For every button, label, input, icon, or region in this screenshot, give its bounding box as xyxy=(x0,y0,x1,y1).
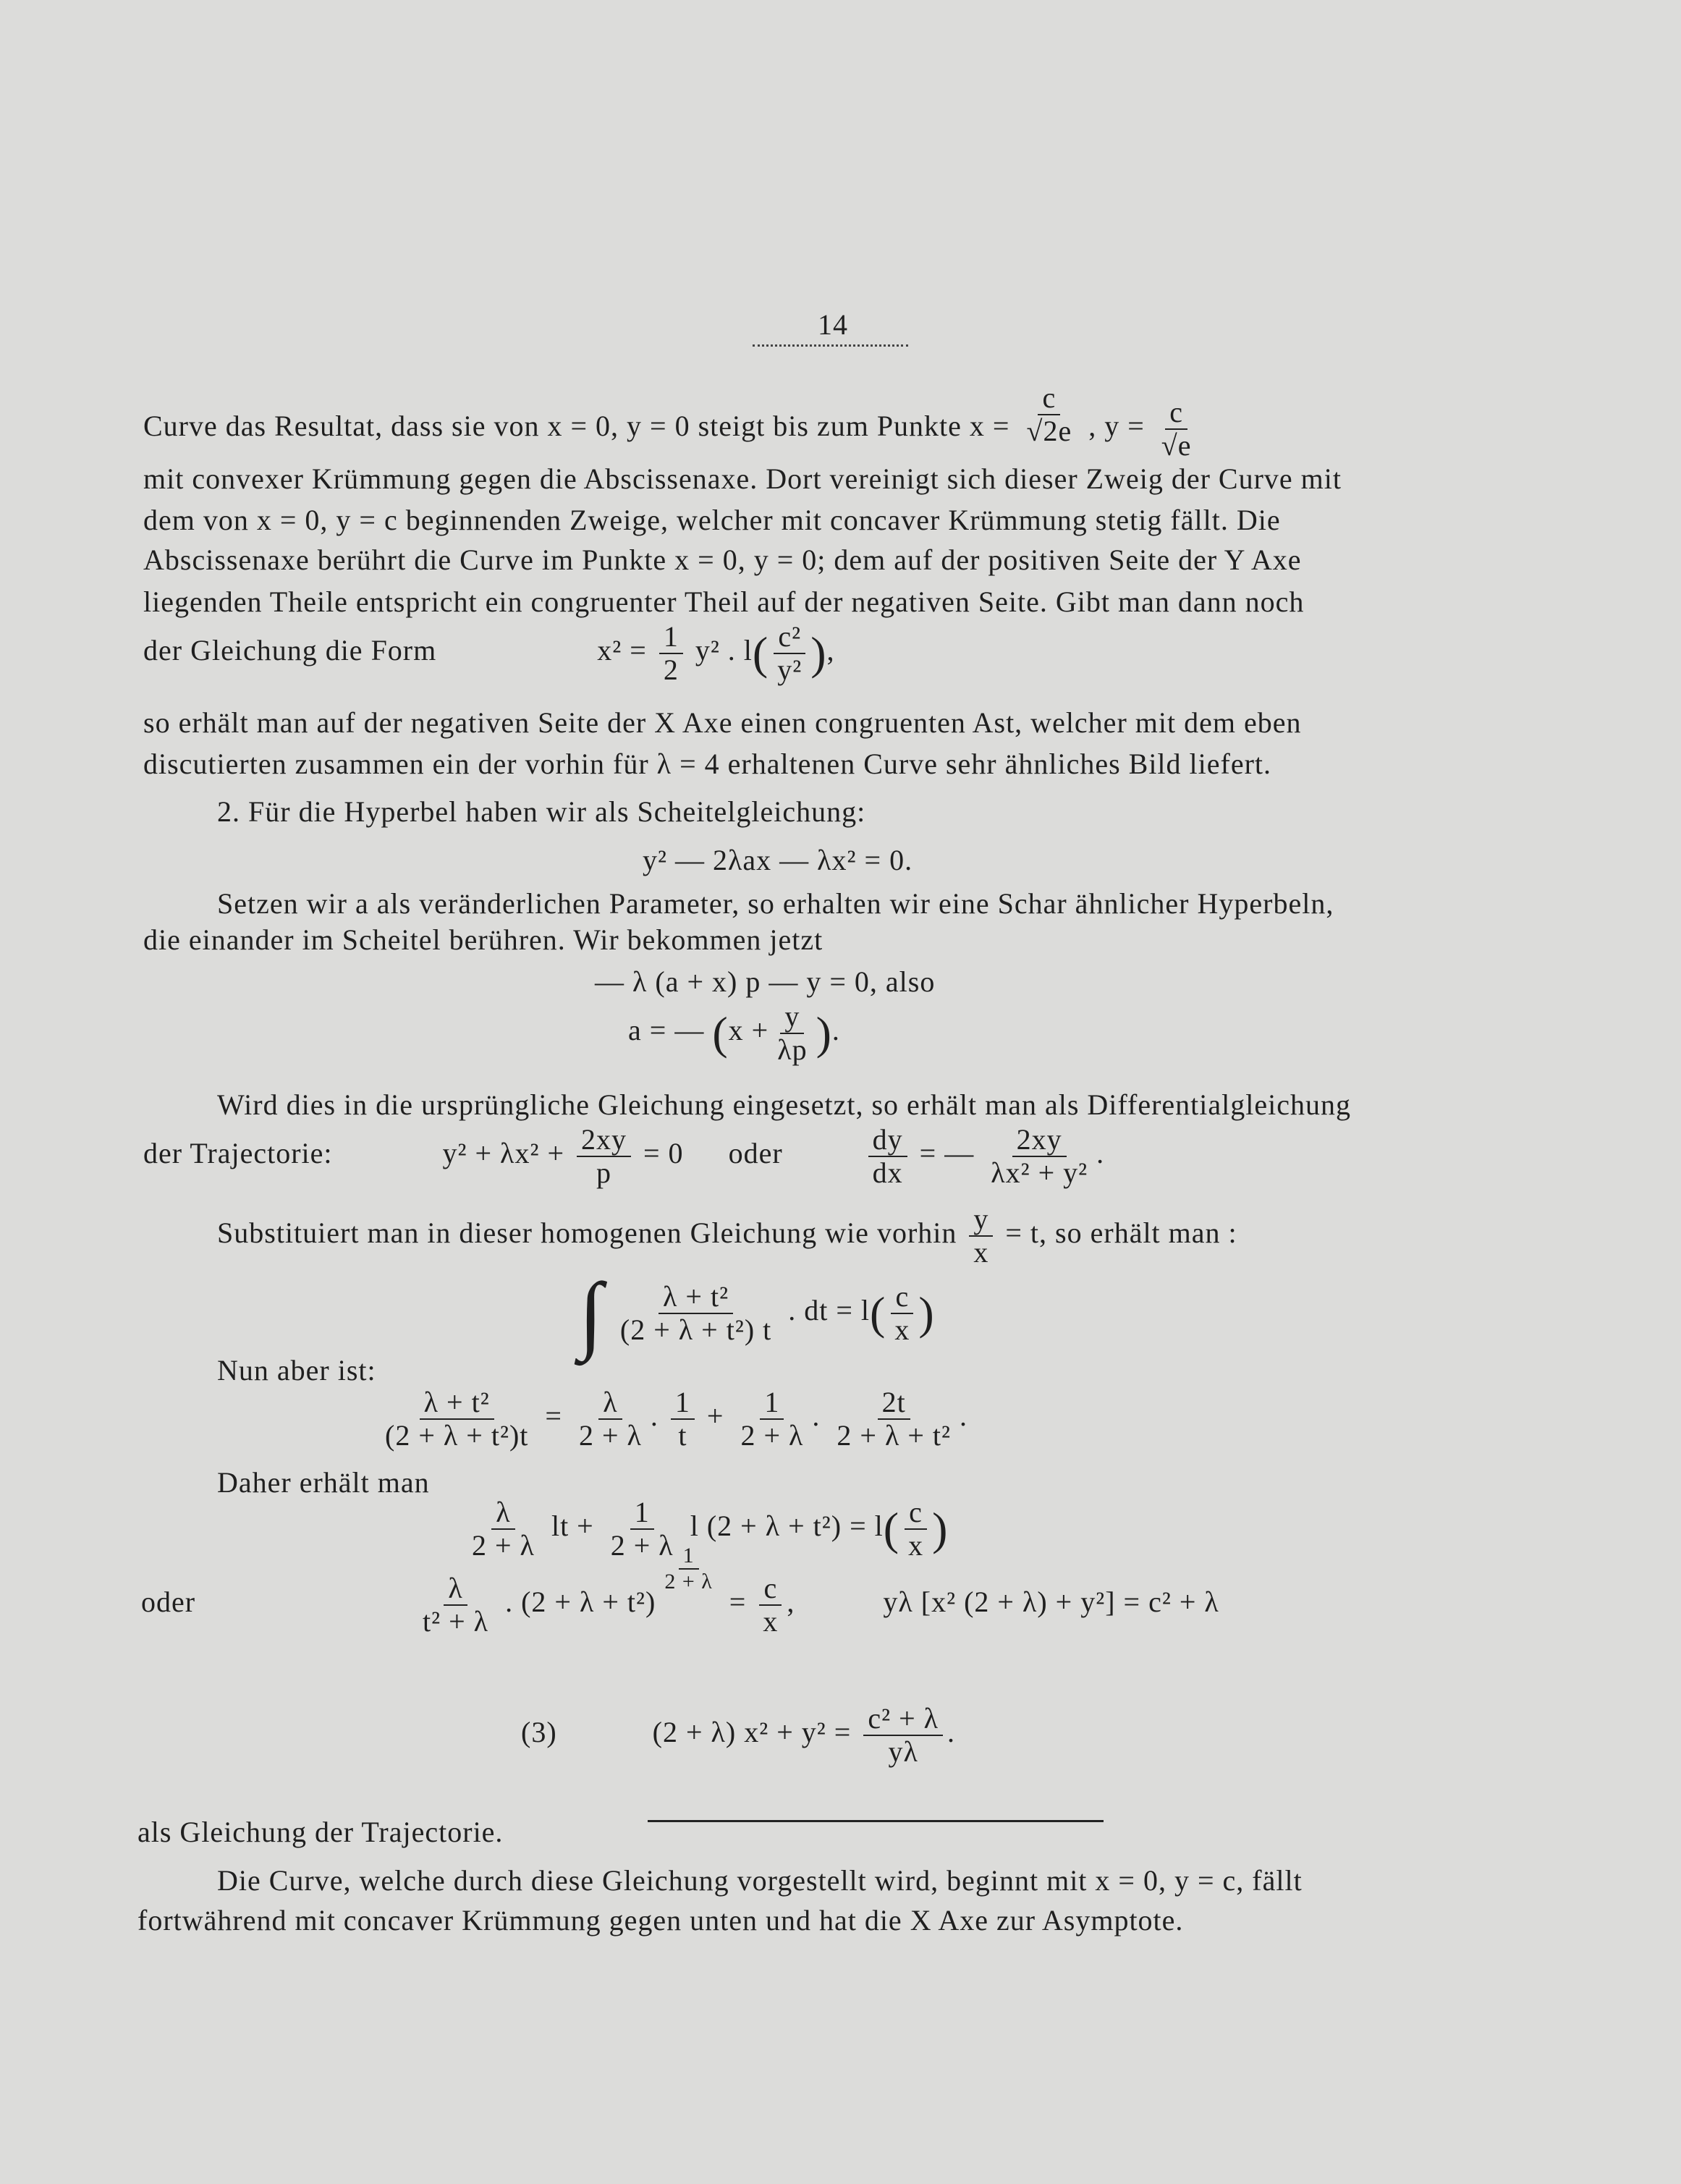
text-line-27: fortwährend mit concaver Krümmung gegen unten und hat die X Axe zur Asymptote. xyxy=(137,1904,1184,1937)
separator-rule xyxy=(648,1820,1104,1822)
fraction-numerator: 2xy xyxy=(1012,1125,1067,1157)
line-17-a: Substituiert man in dieser homogenen Gleichung wie vorhin xyxy=(217,1216,957,1250)
fraction-numerator: λ + t² xyxy=(420,1388,494,1420)
fraction-denominator: t xyxy=(678,1419,687,1452)
text-line-19: Nun aber ist: xyxy=(217,1354,376,1387)
line-23-a: . (2 + λ + t²) xyxy=(505,1586,656,1619)
fraction-denominator: 2 + λ xyxy=(740,1419,804,1452)
line-23-b: = xyxy=(729,1586,747,1619)
fraction-denominator: √e xyxy=(1161,429,1192,462)
line-20-end: . xyxy=(960,1400,968,1433)
fraction-c-over-x xyxy=(890,1282,914,1345)
fraction-denominator: λp xyxy=(777,1033,808,1066)
fraction-denominator: y² xyxy=(777,653,803,686)
text-line-21: Daher erhält man xyxy=(217,1466,430,1499)
fraction-denominator: x xyxy=(973,1236,989,1269)
line-1-mid: , y = xyxy=(1088,410,1145,443)
fraction-denominator: 2 + λ xyxy=(610,1529,674,1562)
integral-sign: ∫ xyxy=(579,1265,604,1361)
fraction-numerator: λ xyxy=(598,1388,622,1420)
text-line-4: Abscissenaxe berührt die Curve im Punkte x = 0, y = 0; dem auf der positiven Seite der Y Axe xyxy=(143,543,1302,576)
fraction-numerator: y xyxy=(969,1205,993,1237)
equation-3 xyxy=(521,1704,955,1766)
fraction-numerator: y xyxy=(780,1002,804,1034)
fraction-lambda-over-2-plus-lambda xyxy=(575,1388,646,1450)
text-line-3: dem von x = 0, y = c beginnenden Zweige, welcher mit concaver Krümmung stetig fällt. Die xyxy=(143,504,1281,536)
fraction-numerator: 2t xyxy=(878,1388,910,1420)
fraction-denominator: p xyxy=(596,1156,611,1189)
text-line-15: Wird dies in die ursprüngliche Gleichung eingesetzt, so erhält man als Differentialgleichung xyxy=(217,1088,1351,1121)
line-24-a: (2 + λ) x² + y² = xyxy=(652,1716,852,1749)
fraction-2xy-over-lambda-x2-plus-y2 xyxy=(986,1125,1092,1188)
fraction-denominator: x xyxy=(908,1529,924,1562)
text-line-6 xyxy=(143,622,835,685)
fraction-denominator: λx² + y² xyxy=(991,1156,1088,1189)
dot-1: . xyxy=(650,1400,659,1433)
fraction-dy-over-dx xyxy=(868,1125,907,1188)
line-16-c: = — xyxy=(919,1137,975,1170)
fraction-numerator: 1 xyxy=(760,1388,784,1420)
line-6-end: , xyxy=(826,634,835,667)
fraction-c-over-x xyxy=(904,1498,928,1560)
text-line-1 xyxy=(143,381,1200,462)
line-16-oder: oder xyxy=(728,1137,783,1170)
equation-label: (3) xyxy=(521,1716,557,1749)
fraction-integrand xyxy=(616,1282,776,1345)
equation-a xyxy=(628,1002,840,1065)
fraction-numerator: λ xyxy=(444,1574,467,1606)
fraction-numerator: c xyxy=(891,1282,913,1314)
page-number: 14 xyxy=(818,308,848,341)
fraction-numerator: c² xyxy=(774,622,805,654)
open-paren: ( xyxy=(870,1287,886,1339)
text-line-8: discutierten zusammen ein der vorhin für λ = 4 erhaltenen Curve sehr ähnliches Bild liefert. xyxy=(143,748,1272,780)
fraction-numerator: c xyxy=(1038,384,1060,415)
line-14-lhs: a = — xyxy=(628,1014,705,1047)
fraction-denominator: √2e xyxy=(1026,415,1072,447)
line-22-a: lt + xyxy=(551,1510,594,1543)
close-paren: ) xyxy=(816,1007,832,1059)
text-line-25: als Gleichung der Trajectorie. xyxy=(137,1816,504,1848)
text-line-2: mit convexer Krümmung gegen die Abscissenaxe. Dort vereinigt sich dieser Zweig der Curve mit xyxy=(143,462,1342,495)
text-line-26: Die Curve, welche durch diese Gleichung vorgestellt wird, beginnt mit x = 0, y = c, fällt xyxy=(217,1864,1303,1897)
fraction-numerator: dy xyxy=(868,1125,907,1157)
text-line-16 xyxy=(143,1125,1104,1188)
fraction-c2-over-y2 xyxy=(773,622,806,685)
line-18-mid: . dt = l xyxy=(788,1294,871,1327)
text-line-7: so erhält man auf der negativen Seite der X Axe einen congruenten Ast, welcher mit dem eben xyxy=(143,706,1302,739)
fraction-1-over-t xyxy=(671,1388,695,1450)
fraction-c-over-root-e xyxy=(1157,398,1196,460)
fraction-one-half xyxy=(659,622,683,685)
fraction-numerator: 1 xyxy=(630,1498,654,1530)
fraction-denominator: (2 + λ + t²)t xyxy=(385,1419,529,1452)
fraction-y-over-x xyxy=(969,1205,993,1267)
fraction-c2-plus-lambda-over-y-lambda xyxy=(863,1704,943,1766)
line-22-b: l (2 + λ + t²) = l xyxy=(690,1510,884,1543)
equals-sign: = xyxy=(545,1400,562,1433)
line-16-end: . xyxy=(1096,1137,1105,1170)
fraction-numerator: c xyxy=(1165,398,1187,430)
fraction-numerator: λ + t² xyxy=(659,1282,733,1314)
line-6-lhs: x² = xyxy=(597,634,647,667)
fraction-lambda-over-t2-plus-lambda xyxy=(418,1574,493,1636)
fraction-c-over-x xyxy=(758,1574,782,1636)
text-line-17 xyxy=(217,1205,1237,1267)
line-6-text: der Gleichung die Form xyxy=(143,634,437,667)
line-23-oder: oder xyxy=(141,1586,196,1619)
line-16-a: y² + λx² + xyxy=(442,1137,564,1170)
fraction-lambda-over-2-plus-lambda xyxy=(467,1498,539,1560)
close-paren: ) xyxy=(932,1503,949,1554)
fraction-denominator: 2 xyxy=(663,653,679,686)
close-paren: ) xyxy=(918,1287,935,1339)
line-24-end: . xyxy=(947,1716,956,1749)
line-17-b: = t, so erhält man : xyxy=(1005,1216,1237,1250)
fraction-numerator: λ xyxy=(491,1498,515,1530)
line-1-text: Curve das Resultat, dass sie von x = 0, y = 0 steigt bis zum Punkte x = xyxy=(143,410,1010,443)
dot-2: . xyxy=(812,1400,821,1433)
line-14-end: . xyxy=(831,1014,840,1047)
fraction-numerator: c xyxy=(905,1498,927,1530)
exponent-fraction xyxy=(660,1545,716,1593)
fraction-denominator: 2 + λ xyxy=(472,1529,535,1562)
fraction-denominator: 2 + λ + t² xyxy=(837,1419,952,1452)
line-16-b: = 0 xyxy=(643,1137,684,1170)
page-number-ornament xyxy=(753,340,908,347)
equation-parameter: — λ (a + x) p — y = 0, also xyxy=(595,965,936,998)
fraction-numerator: c xyxy=(759,1574,782,1606)
fraction-denominator: dx xyxy=(872,1156,903,1189)
fraction-2t-over-expr xyxy=(832,1388,955,1450)
fraction-2xy-over-p xyxy=(577,1125,631,1188)
open-paren: ( xyxy=(752,627,769,679)
fraction-1-over-2-plus-lambda xyxy=(736,1388,808,1450)
plus-sign: + xyxy=(706,1400,724,1433)
fraction-y-over-lambda-p xyxy=(773,1002,811,1065)
line-6-mid: y² . l xyxy=(695,634,753,667)
text-line-9: 2. Für die Hyperbel haben wir als Scheitelgleichung: xyxy=(217,795,866,828)
equation-oder-line xyxy=(141,1544,1219,1638)
fraction-numerator: 1 xyxy=(679,1545,699,1570)
fraction-denominator: t² + λ xyxy=(423,1605,489,1638)
open-paren: ( xyxy=(712,1007,729,1059)
fraction-denominator: 2 + λ xyxy=(664,1570,713,1593)
line-16-text: der Trajectorie: xyxy=(143,1137,333,1170)
fraction-denominator: yλ xyxy=(888,1735,918,1768)
close-paren: ) xyxy=(810,627,827,679)
fraction-numerator: 1 xyxy=(671,1388,695,1420)
fraction-denominator: 2 + λ xyxy=(578,1419,642,1452)
fraction-numerator: 2xy xyxy=(577,1125,631,1157)
fraction-numerator: c² + λ xyxy=(863,1704,943,1736)
fraction-denominator: x xyxy=(894,1313,910,1346)
equation-partial-fractions xyxy=(376,1388,967,1450)
equation-integral xyxy=(579,1265,935,1361)
line-14-inner: x + xyxy=(728,1014,769,1047)
fraction-denominator: (2 + λ + t²) t xyxy=(619,1313,772,1346)
line-23-c: , xyxy=(787,1586,795,1619)
fraction-numerator: 1 xyxy=(659,622,683,654)
text-line-11: Setzen wir a als veränderlichen Parameter, so erhalten wir eine Schar ähnlicher Hyperbeln, xyxy=(217,887,1334,920)
fraction-c-over-root-2e xyxy=(1022,381,1076,447)
equation-hyperbola: y² — 2λax — λx² = 0. xyxy=(643,844,913,876)
line-23-d: yλ [x² (2 + λ) + y²] = c² + λ xyxy=(883,1586,1219,1619)
fraction-lhs xyxy=(381,1388,533,1450)
open-paren: ( xyxy=(883,1503,900,1554)
text-line-12: die einander im Scheitel berühren. Wir bekommen jetzt xyxy=(143,923,823,956)
fraction-denominator: x xyxy=(763,1605,779,1638)
text-line-5: liegenden Theile entspricht ein congruenter Theil auf der negativen Seite. Gibt man dann noch xyxy=(143,585,1305,618)
